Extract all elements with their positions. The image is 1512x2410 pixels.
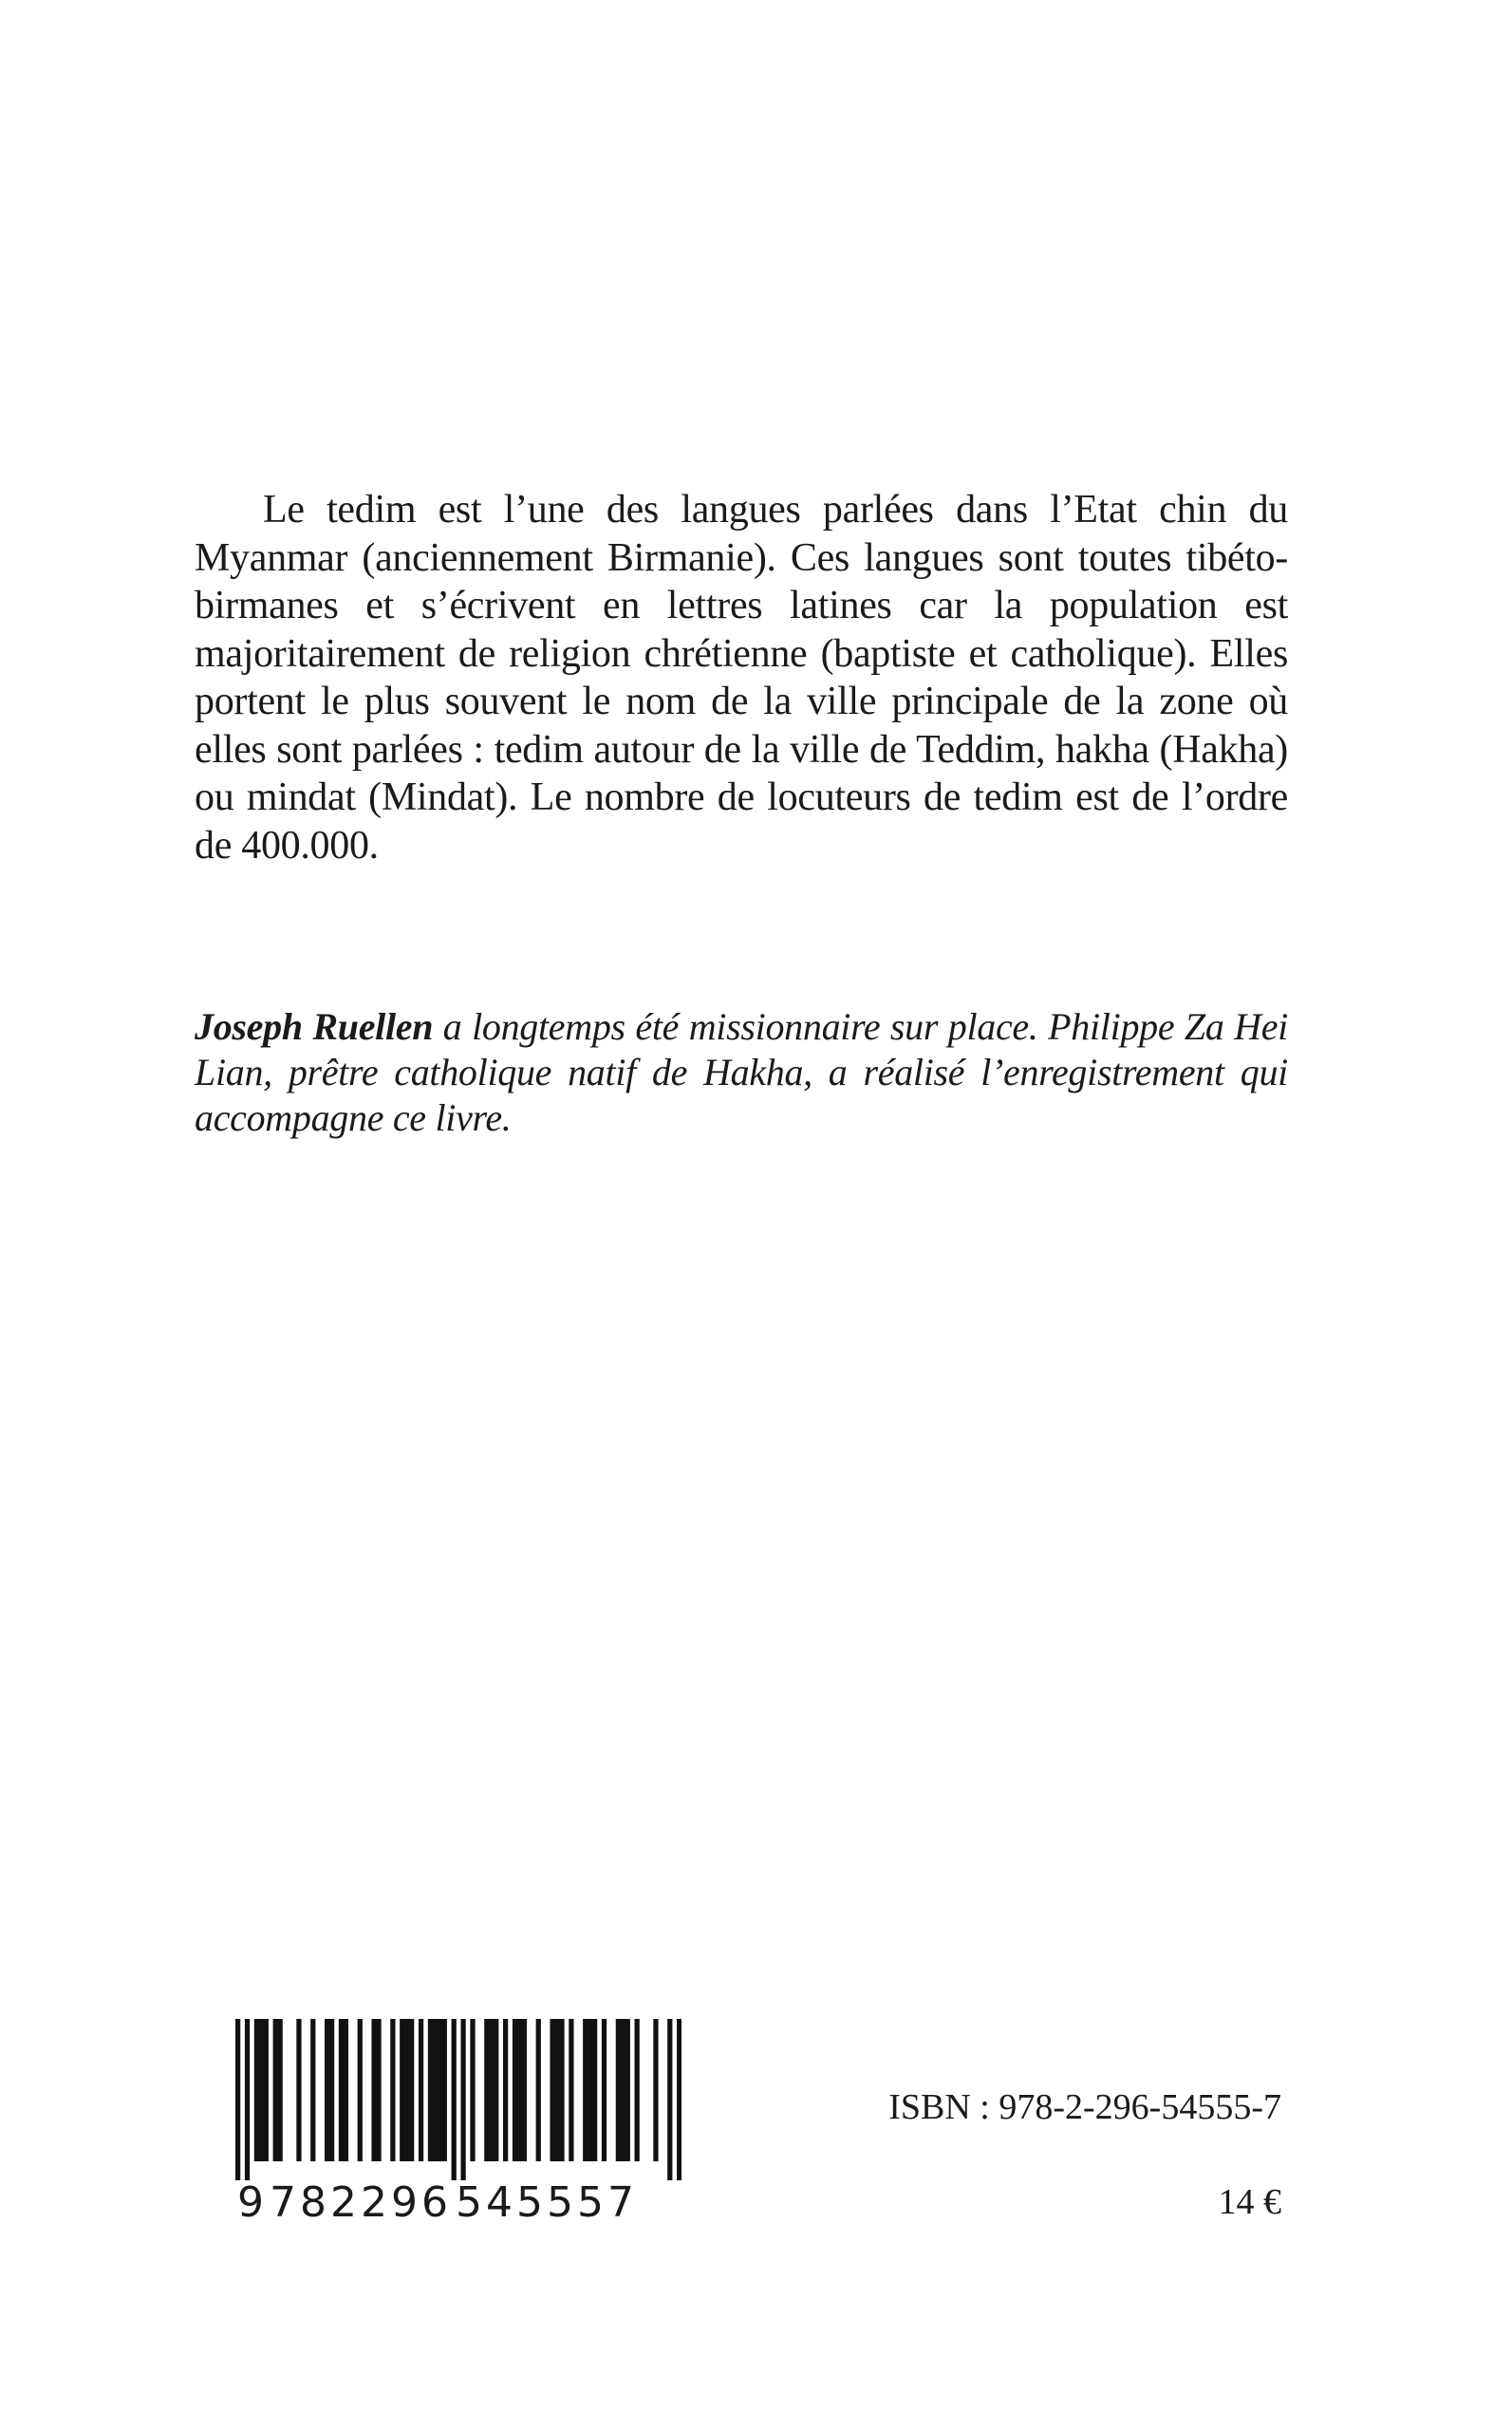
barcode-bar [438,2019,442,2161]
barcode-bar [419,2019,423,2161]
barcode-right-group: 545557 [456,2178,638,2227]
barcode-bar [616,2019,621,2161]
barcode-bar [296,2019,301,2161]
barcode-bar [460,2019,465,2180]
barcode-bar [400,2019,404,2161]
barcode-bar [522,2019,527,2161]
barcode-bar [592,2019,597,2161]
barcode-left-group: 782296 [270,2178,452,2227]
barcode-bar [550,2019,554,2161]
barcode-bar [583,2019,588,2161]
barcode-bar [625,2019,630,2161]
barcode-bar [310,2019,315,2161]
barcode-bar [513,2019,517,2161]
barcode-bar [494,2019,498,2161]
barcode-bar [339,2019,344,2161]
barcode-bar [390,2019,395,2161]
author-note [195,1004,1288,1141]
barcode-bar [442,2019,447,2161]
author-name: Joseph Ruellen [195,1005,434,1048]
barcode-bar [667,2019,672,2180]
barcode-bar [245,2019,250,2180]
barcode-bar [554,2019,559,2161]
barcode-bar [559,2019,564,2161]
barcode-bar [602,2019,607,2161]
barcode-bar [428,2019,433,2161]
barcode-bar [569,2019,573,2161]
barcode-bar [254,2019,259,2161]
barcode-bar [329,2019,334,2161]
barcode-bar [273,2019,278,2161]
barcode-bar [503,2019,508,2161]
barcode-bar [484,2019,489,2161]
barcode-bar [259,2019,264,2161]
barcode [235,2019,681,2180]
barcode-bar [404,2019,409,2161]
barcode-bar [489,2019,494,2161]
barcode-bar [371,2019,376,2161]
barcode-bar [409,2019,414,2161]
barcode-bar [635,2019,640,2161]
barcode-bar [677,2019,681,2180]
barcode-digits [0,2178,664,2235]
price: 14 € [1218,2182,1281,2222]
barcode-bar [325,2019,329,2161]
book-blurb: Le tedim est l’une des langues parlées dans l’Etat chin du Myanmar (anciennement Birmanie). Ces langues sont toutes tibéto-birmanes et s’écrivent en lettres latines car la population est majoritairement de religion chrétienne (baptiste et catholique). Elles portent le plus souvent le nom de la ville principale de la zone où elles sont parlées : tedim autour de la ville de Teddim, hakha (Hakha) ou mindat (Mindat). Le nombre de locuteurs de tedim est de l’ordre de 400.000. [195,488,1288,868]
barcode-bar [653,2019,658,2161]
barcode-bar [278,2019,283,2161]
barcode-bar [264,2019,269,2161]
barcode-bar [621,2019,625,2161]
barcode-graphic [235,2019,681,2180]
barcode-bar [433,2019,438,2161]
barcode-first-digit: 9 [237,2178,265,2227]
author-note-text: a longtemps été missionnaire sur place. Philippe Za Hei Lian, prêtre catholique natif de Hakha, a réalisé l’enregistrement qui accompagne ce livre. [195,1005,1288,1139]
barcode-bar [536,2019,541,2161]
barcode-bar [517,2019,522,2161]
barcode-bar [452,2019,457,2180]
barcode-bar [470,2019,475,2161]
barcode-bar [344,2019,348,2161]
isbn: ISBN : 978-2-296-54555-7 [888,2087,1281,2127]
barcode-bar [588,2019,592,2161]
barcode-bar [376,2019,381,2161]
barcode-bar [358,2019,363,2161]
barcode-bar [235,2019,240,2180]
